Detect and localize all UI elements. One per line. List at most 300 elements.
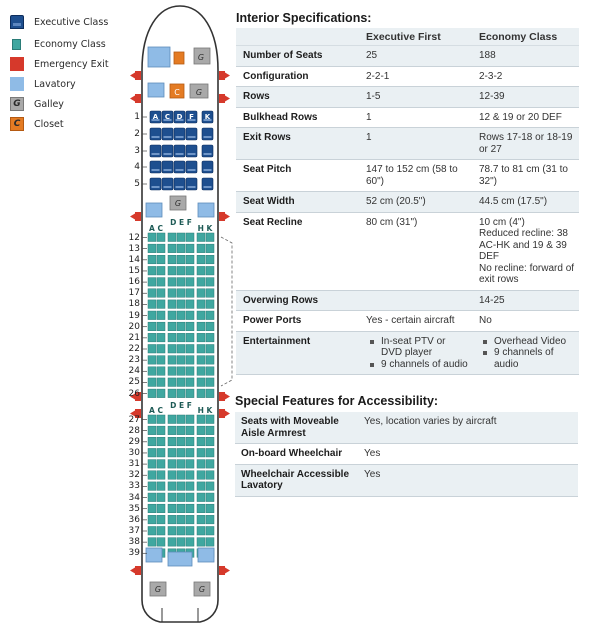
economy-seat bbox=[148, 333, 156, 342]
economy-seat bbox=[157, 266, 165, 275]
lavatory-rear-right bbox=[198, 548, 214, 562]
spec-econ-value: 78.7 to 81 cm (31 to 32") bbox=[479, 164, 568, 187]
row-number: 3 bbox=[134, 146, 140, 156]
economy-seat bbox=[197, 322, 205, 331]
economy-seat bbox=[177, 504, 185, 513]
economy-seat bbox=[157, 504, 165, 513]
economy-seat bbox=[148, 311, 156, 320]
accessibility-title: Special Features for Accessibility: bbox=[235, 394, 439, 408]
interior-specifications bbox=[236, 11, 579, 375]
spec-label: Power Ports bbox=[243, 315, 302, 326]
economy-seat bbox=[197, 255, 205, 263]
row-number: 36 bbox=[128, 514, 140, 525]
spec-exec-value: 1 bbox=[366, 111, 372, 123]
economy-seat bbox=[197, 311, 205, 320]
economy-seat bbox=[157, 538, 165, 547]
economy-seat bbox=[157, 471, 165, 480]
economy-seat bbox=[168, 289, 176, 298]
column-letter: D bbox=[176, 113, 183, 121]
economy-seat bbox=[186, 266, 194, 275]
economy-seat bbox=[177, 527, 185, 536]
spec-exec-value bbox=[361, 291, 472, 311]
economy-seat bbox=[168, 448, 176, 457]
economy-seat bbox=[186, 233, 194, 242]
economy-seat bbox=[186, 426, 194, 435]
economy-seat bbox=[157, 460, 165, 469]
economy-seat bbox=[157, 356, 165, 365]
accessibility-value: Yes bbox=[364, 448, 381, 459]
accessibility-label: Seats with Moveable Aisle Armrest bbox=[241, 416, 339, 439]
economy-seat bbox=[168, 415, 176, 424]
executive-seat-cushion bbox=[188, 153, 196, 155]
economy-seat bbox=[186, 389, 194, 398]
economy-seat bbox=[157, 278, 165, 287]
spec-label: Seat Recline bbox=[243, 216, 303, 228]
spec-label: Bulkhead Rows bbox=[243, 111, 318, 123]
economy-seat bbox=[157, 482, 165, 491]
closet-front-top bbox=[174, 52, 184, 64]
economy-seat bbox=[168, 356, 176, 365]
executive-seat bbox=[174, 145, 185, 157]
economy-seat bbox=[157, 244, 165, 253]
galley-letter: G bbox=[195, 88, 203, 97]
row-number: 32 bbox=[128, 470, 140, 481]
economy-seat bbox=[197, 493, 205, 502]
spec-econ-value: 2-3-2 bbox=[479, 70, 503, 82]
economy-seat bbox=[157, 367, 165, 376]
spec-econ-value: Rows 17-18 or 18-19 or 27 bbox=[479, 132, 573, 155]
economy-seat bbox=[186, 460, 194, 469]
executive-seat bbox=[186, 128, 197, 140]
economy-seat bbox=[148, 527, 156, 536]
economy-seat bbox=[206, 233, 214, 242]
economy-seat bbox=[148, 493, 156, 502]
spec-row bbox=[236, 192, 579, 213]
economy-seat bbox=[186, 504, 194, 513]
economy-seat bbox=[186, 244, 194, 253]
spec-econ-value: 44.5 cm (17.5") bbox=[479, 196, 548, 207]
economy-seat bbox=[197, 448, 205, 457]
row-number: 37 bbox=[128, 526, 140, 536]
legend-item-galley bbox=[10, 96, 64, 112]
spec-label: Exit Rows bbox=[243, 132, 291, 143]
economy-seat bbox=[186, 289, 194, 298]
economy-seat bbox=[177, 244, 185, 253]
economy-seat bbox=[148, 389, 156, 398]
economy-seat bbox=[186, 378, 194, 387]
executive-seat-cushion bbox=[188, 136, 196, 138]
spec-econ-value: 12 & 19 or 20 DEF bbox=[479, 111, 562, 123]
economy-seat bbox=[197, 482, 205, 491]
emergency-exit-right bbox=[219, 212, 225, 221]
executive-seat bbox=[202, 178, 213, 190]
row-number: 39 bbox=[128, 548, 140, 559]
economy-seat bbox=[148, 233, 156, 242]
executive-seat-cushion bbox=[164, 153, 172, 155]
economy-seat bbox=[168, 538, 176, 547]
exit-arrow-right bbox=[225, 568, 230, 574]
spec-econ-value: No bbox=[479, 315, 492, 326]
economy-seat bbox=[168, 244, 176, 253]
economy-seat bbox=[177, 255, 185, 263]
economy-seat bbox=[177, 367, 185, 376]
emergency-exit-icon bbox=[10, 57, 24, 71]
row-number: 2 bbox=[134, 129, 140, 139]
economy-seat bbox=[206, 426, 214, 435]
economy-seat bbox=[157, 345, 165, 354]
row-number: 15 bbox=[128, 265, 140, 276]
economy-seat bbox=[168, 460, 176, 469]
spec-exec-value: 1 bbox=[366, 132, 372, 143]
legend-item-economy bbox=[10, 36, 106, 52]
specs-rows bbox=[236, 46, 579, 332]
emergency-exit-left bbox=[135, 71, 141, 80]
economy-seat bbox=[168, 504, 176, 513]
entertainment-item: Overhead Video bbox=[489, 336, 577, 348]
economy-seat bbox=[157, 426, 165, 435]
economy-seat bbox=[177, 448, 185, 457]
legend-item-executive bbox=[10, 14, 108, 30]
economy-seat bbox=[197, 389, 205, 398]
economy-seat bbox=[197, 333, 205, 342]
column-letter: A bbox=[152, 113, 159, 121]
economy-seat bbox=[177, 426, 185, 435]
economy-seat bbox=[168, 482, 176, 491]
economy-seat bbox=[168, 345, 176, 354]
economy-seat bbox=[148, 437, 156, 446]
row-number: 23 bbox=[128, 355, 140, 366]
legend-label: Executive Class bbox=[34, 16, 109, 28]
executive-seat-cushion bbox=[164, 136, 172, 138]
spec-econ-value: 10 cm (4") Reduced recline: 38 AC-HK and 19 & 39 DEF No recline: forward of exit rows bbox=[479, 216, 575, 285]
economy-seat bbox=[206, 378, 214, 387]
economy-seat bbox=[177, 482, 185, 491]
column-letter: H K bbox=[197, 406, 213, 415]
executive-seat bbox=[186, 145, 197, 157]
economy-seat bbox=[186, 493, 194, 502]
row-number: 33 bbox=[128, 481, 140, 492]
economy-seat bbox=[197, 437, 205, 446]
economy-seat bbox=[177, 471, 185, 480]
executive-seat bbox=[174, 178, 185, 190]
entertainment-item: In-seat PTV or DVD player bbox=[376, 336, 468, 359]
spec-econ-value: 12-39 bbox=[479, 91, 505, 102]
economy-seat bbox=[148, 345, 156, 354]
executive-seat bbox=[162, 145, 173, 157]
legend-item-lavatory bbox=[10, 76, 76, 92]
column-letter: H K bbox=[197, 224, 213, 233]
economy-seat bbox=[206, 278, 214, 287]
seat-map bbox=[110, 0, 235, 626]
legend-label: Lavatory bbox=[34, 78, 76, 90]
economy-seat bbox=[157, 255, 165, 263]
economy-seat bbox=[148, 367, 156, 376]
economy-seat bbox=[157, 311, 165, 320]
executive-seat bbox=[186, 178, 197, 190]
row-number: 1 bbox=[134, 112, 140, 122]
economy-seat bbox=[168, 367, 176, 376]
executive-seat-cushion bbox=[152, 153, 160, 155]
economy-seat bbox=[206, 504, 214, 513]
specs-title: Interior Specifications: bbox=[236, 11, 372, 25]
executive-seat-cushion bbox=[188, 186, 196, 188]
entertainment-item: 9 channels of audio bbox=[376, 359, 468, 371]
accessibility-label: On-board Wheelchair bbox=[241, 448, 343, 459]
economy-seat bbox=[157, 322, 165, 331]
economy-seat bbox=[186, 311, 194, 320]
spec-exec-value: 80 cm (31") bbox=[366, 216, 418, 228]
executive-seat bbox=[202, 128, 213, 140]
executive-seat-cushion bbox=[176, 169, 184, 171]
exit-arrow-right bbox=[225, 394, 230, 400]
accessibility-features bbox=[235, 394, 578, 497]
economy-seat bbox=[197, 266, 205, 275]
economy-seat bbox=[197, 426, 205, 435]
economy-seat bbox=[177, 300, 185, 309]
spec-econ-value bbox=[472, 332, 579, 375]
executive-seat-cushion bbox=[164, 186, 172, 188]
economy-seat bbox=[148, 378, 156, 387]
exit-arrow-left bbox=[130, 96, 135, 102]
executive-seat bbox=[162, 161, 173, 173]
executive-seat-cushion bbox=[152, 186, 160, 188]
row-number: 28 bbox=[128, 425, 140, 436]
closet-letter: C bbox=[13, 119, 21, 129]
economy-seat bbox=[186, 437, 194, 446]
specs-header-executive: Executive First bbox=[366, 30, 441, 43]
economy-seat bbox=[197, 471, 205, 480]
row-number: 31 bbox=[128, 459, 140, 470]
lavatory-rear-left bbox=[146, 548, 162, 562]
exit-arrow-left bbox=[130, 214, 135, 220]
economy-seat bbox=[168, 300, 176, 309]
economy-seat bbox=[148, 322, 156, 331]
economy-seat bbox=[157, 300, 165, 309]
economy-seat bbox=[177, 378, 185, 387]
economy-seat bbox=[186, 333, 194, 342]
accessibility-label: Wheelchair Accessible Lavatory bbox=[241, 468, 350, 491]
executive-seat bbox=[162, 178, 173, 190]
economy-seat bbox=[206, 333, 214, 342]
row-number: 34 bbox=[128, 492, 140, 503]
column-letter: D E F bbox=[170, 218, 192, 227]
spec-exec-value: 2-2-1 bbox=[366, 70, 390, 82]
executive-seat-cushion bbox=[164, 169, 172, 171]
accessibility-row bbox=[235, 465, 578, 497]
economy-seat bbox=[177, 415, 185, 424]
accessibility-row bbox=[235, 412, 578, 444]
entertainment-econ-list bbox=[479, 336, 577, 371]
economy-seat bbox=[148, 415, 156, 424]
executive-seat bbox=[150, 145, 161, 157]
exit-arrow-right bbox=[225, 411, 230, 417]
economy-seat bbox=[206, 255, 214, 263]
galley-letter: G bbox=[197, 53, 205, 62]
accessibility-row bbox=[235, 444, 578, 465]
executive-seat-cushion bbox=[188, 169, 196, 171]
legend-label: Galley bbox=[34, 98, 64, 110]
row-number: 35 bbox=[128, 503, 140, 514]
economy-seat bbox=[168, 493, 176, 502]
executive-seat-cushion bbox=[204, 186, 212, 188]
executive-seat bbox=[202, 161, 213, 173]
economy-seat bbox=[177, 322, 185, 331]
galley-icon bbox=[10, 97, 24, 111]
economy-seat bbox=[168, 437, 176, 446]
lavatory-mid-left bbox=[146, 203, 162, 217]
executive-seat-cushion bbox=[204, 136, 212, 138]
economy-seat bbox=[157, 415, 165, 424]
spec-exec-value: 147 to 152 cm (58 to 60") bbox=[366, 164, 458, 187]
executive-seat bbox=[202, 145, 213, 157]
spec-row bbox=[236, 108, 579, 129]
row-number: 20 bbox=[128, 321, 140, 332]
spec-econ-value: 14-25 bbox=[479, 294, 505, 306]
economy-seat bbox=[168, 471, 176, 480]
row-number: 38 bbox=[128, 537, 140, 548]
economy-seat bbox=[168, 255, 176, 263]
economy-seat bbox=[206, 289, 214, 298]
economy-seat bbox=[206, 300, 214, 309]
economy-seat bbox=[148, 426, 156, 435]
economy-seat bbox=[197, 538, 205, 547]
legend-item-emergency-exit bbox=[10, 56, 109, 72]
economy-seat bbox=[157, 448, 165, 457]
column-letter: F bbox=[189, 113, 194, 121]
economy-seat bbox=[186, 527, 194, 536]
economy-seat bbox=[206, 244, 214, 253]
spec-label: Number of Seats bbox=[243, 50, 323, 61]
economy-seat bbox=[157, 333, 165, 342]
economy-seat bbox=[197, 233, 205, 242]
economy-seat bbox=[148, 515, 156, 524]
spec-row bbox=[236, 87, 579, 108]
economy-seat bbox=[168, 527, 176, 536]
economy-seat bbox=[206, 460, 214, 469]
economy-seat bbox=[177, 515, 185, 524]
exit-arrow-right bbox=[225, 214, 230, 220]
economy-seat bbox=[148, 266, 156, 275]
column-letter: A C bbox=[149, 224, 163, 233]
economy-seat bbox=[168, 278, 176, 287]
economy-seat bbox=[177, 538, 185, 547]
executive-seat bbox=[150, 128, 161, 140]
exit-arrow-right bbox=[225, 73, 230, 79]
lavatory-mid-right bbox=[198, 203, 214, 217]
executive-seat-cushion bbox=[176, 186, 184, 188]
economy-seat bbox=[206, 345, 214, 354]
row-number: 13 bbox=[128, 243, 140, 254]
galley-letter: G bbox=[198, 585, 206, 594]
row-number: 18 bbox=[128, 299, 140, 310]
spec-row bbox=[236, 67, 579, 88]
economy-seat bbox=[157, 527, 165, 536]
economy-seat bbox=[148, 289, 156, 298]
economy-seat bbox=[186, 415, 194, 424]
economy-seat bbox=[206, 527, 214, 536]
galley-letter: G bbox=[154, 585, 162, 594]
row-number: 4 bbox=[134, 162, 140, 172]
accessibility-value: Yes, location varies by aircraft bbox=[364, 416, 497, 427]
row-number: 5 bbox=[134, 179, 140, 189]
economy-seat bbox=[148, 356, 156, 365]
column-letter: C bbox=[164, 113, 171, 121]
spec-exec-value: 1-5 bbox=[366, 91, 381, 102]
economy-seat bbox=[197, 289, 205, 298]
economy-seat bbox=[168, 233, 176, 242]
economy-seat bbox=[197, 515, 205, 524]
economy-seat bbox=[197, 345, 205, 354]
executive-seat-cushion bbox=[152, 169, 160, 171]
lavatory-front-2 bbox=[148, 83, 164, 97]
economy-seat bbox=[177, 437, 185, 446]
galley-letter: G bbox=[13, 99, 21, 109]
overwing-bracket bbox=[221, 237, 232, 386]
spec-row bbox=[236, 311, 579, 332]
economy-seat bbox=[177, 460, 185, 469]
executive-seat-cushion bbox=[204, 153, 212, 155]
economy-seat bbox=[186, 300, 194, 309]
economy-seat bbox=[197, 460, 205, 469]
executive-seat bbox=[150, 178, 161, 190]
spec-label: Rows bbox=[243, 91, 270, 102]
economy-seat bbox=[206, 471, 214, 480]
economy-seat bbox=[157, 378, 165, 387]
economy-seat bbox=[177, 233, 185, 242]
executive-seat-icon bbox=[10, 15, 24, 29]
spec-econ-value: 188 bbox=[479, 50, 496, 61]
spec-row bbox=[236, 160, 579, 192]
row-number: 30 bbox=[128, 447, 140, 458]
economy-seat bbox=[206, 437, 214, 446]
economy-seat bbox=[168, 378, 176, 387]
economy-seat bbox=[197, 415, 205, 424]
legend-label: Emergency Exit bbox=[34, 58, 109, 70]
executive-seat bbox=[186, 161, 197, 173]
specs-header-economy: Economy Class bbox=[479, 30, 558, 43]
row-number: 16 bbox=[128, 277, 140, 288]
spec-row bbox=[236, 46, 579, 67]
economy-seat bbox=[177, 289, 185, 298]
economy-seat bbox=[148, 448, 156, 457]
economy-seat bbox=[206, 448, 214, 457]
economy-seat bbox=[206, 367, 214, 376]
emergency-exit-right bbox=[219, 71, 225, 80]
spec-label: Entertainment bbox=[243, 335, 311, 347]
spec-row bbox=[236, 291, 579, 312]
executive-seat-cushion bbox=[152, 136, 160, 138]
column-letter: D E F bbox=[170, 401, 192, 410]
column-letter: A C bbox=[149, 406, 163, 415]
spec-exec-value bbox=[361, 332, 472, 375]
economy-seat bbox=[177, 493, 185, 502]
emergency-exit-left bbox=[135, 566, 141, 575]
economy-seat bbox=[148, 244, 156, 253]
row-number: 14 bbox=[128, 254, 140, 265]
economy-seat bbox=[177, 389, 185, 398]
emergency-exit-left bbox=[135, 94, 141, 103]
economy-seat bbox=[168, 322, 176, 331]
economy-seat bbox=[148, 504, 156, 513]
economy-seat bbox=[197, 244, 205, 253]
economy-seat bbox=[197, 504, 205, 513]
economy-seat bbox=[186, 255, 194, 263]
economy-seat bbox=[148, 460, 156, 469]
row-number: 21 bbox=[128, 332, 140, 343]
specs-header-row bbox=[236, 28, 579, 46]
economy-seat bbox=[148, 471, 156, 480]
column-letter: K bbox=[204, 113, 211, 121]
